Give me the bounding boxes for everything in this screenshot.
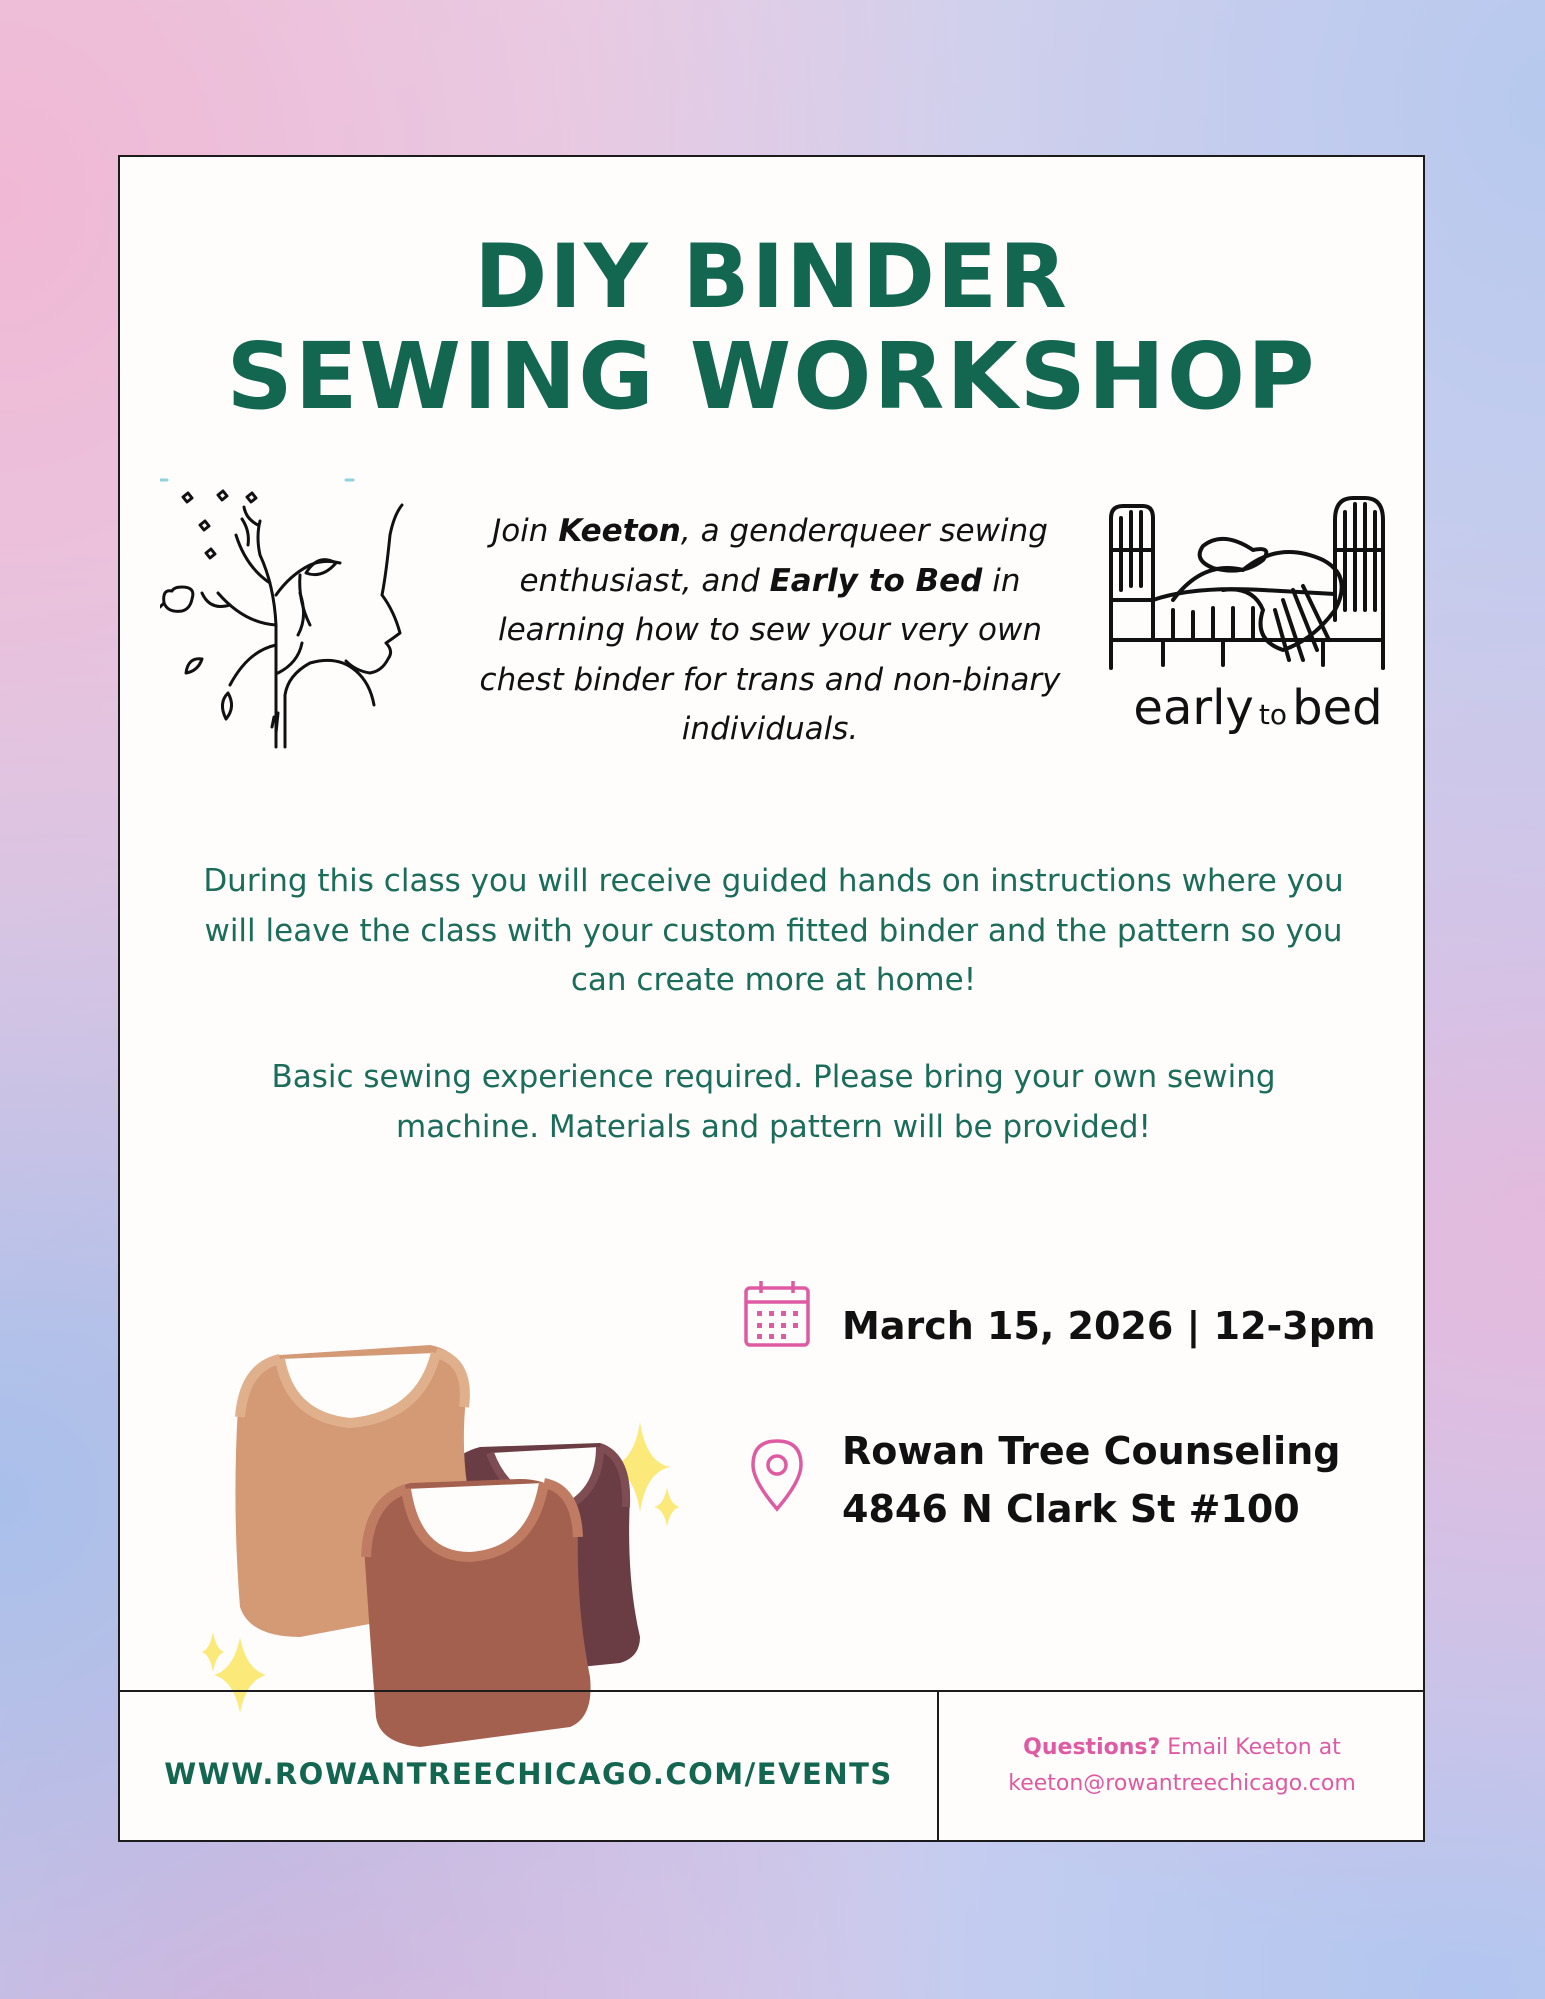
questions-text: Email Keeton at	[1160, 1735, 1341, 1760]
bed-icon	[1103, 490, 1413, 675]
requirements-note: Basic sewing experience required. Please bring your own sewing machine. Materials and pattern will be provided!	[271, 1059, 1276, 1145]
intro-part3: in learning how to sew your very own chest binder for trans and non-binary individuals.	[479, 562, 1061, 747]
contact-info	[939, 1730, 1425, 1802]
event-location	[842, 1422, 1340, 1538]
binder-rust	[364, 1479, 591, 1747]
logo-word-early: early	[1133, 680, 1254, 736]
intro-text	[470, 507, 1070, 755]
logo-word-bed: bed	[1292, 680, 1383, 736]
intro-name-early-to-bed: Early to Bed	[769, 562, 983, 599]
intro-part2: , a genderqueer sewing enthusiast, and	[519, 513, 1048, 599]
footer-divider	[120, 1690, 1423, 1692]
early-to-bed-logo	[1103, 490, 1413, 760]
calendar-icon	[743, 1278, 811, 1348]
venue-address: 4846 N Clark St #100	[842, 1487, 1300, 1531]
page-title-line2: SEWING WORKSHOP	[226, 323, 1317, 430]
logo-word-to: to	[1258, 698, 1288, 731]
page-title-line1: DIY BINDER	[474, 225, 1069, 328]
class-description: During this class you will receive guided hands on instructions where you will leave the class with your custom fitted binder and the pattern so you can create more at home!	[203, 863, 1344, 998]
intro-name-keeton: Keeton	[558, 513, 681, 549]
flyer-card	[118, 155, 1425, 1842]
map-pin-icon	[749, 1437, 805, 1512]
events-website-link[interactable]: WWW.ROWANTREECHICAGO.COM/EVENTS	[164, 1757, 893, 1791]
intro-part1: Join	[492, 513, 559, 549]
binders-illustration	[180, 1257, 740, 1757]
contact-email-link[interactable]: keeton@rowantreechicago.com	[1008, 1771, 1356, 1796]
venue-name: Rowan Tree Counseling	[842, 1429, 1341, 1473]
questions-label: Questions?	[1023, 1735, 1161, 1760]
event-date-time: March 15, 2026 | 12-3pm	[842, 1304, 1376, 1348]
rowan-tree-logo-icon	[160, 475, 430, 750]
